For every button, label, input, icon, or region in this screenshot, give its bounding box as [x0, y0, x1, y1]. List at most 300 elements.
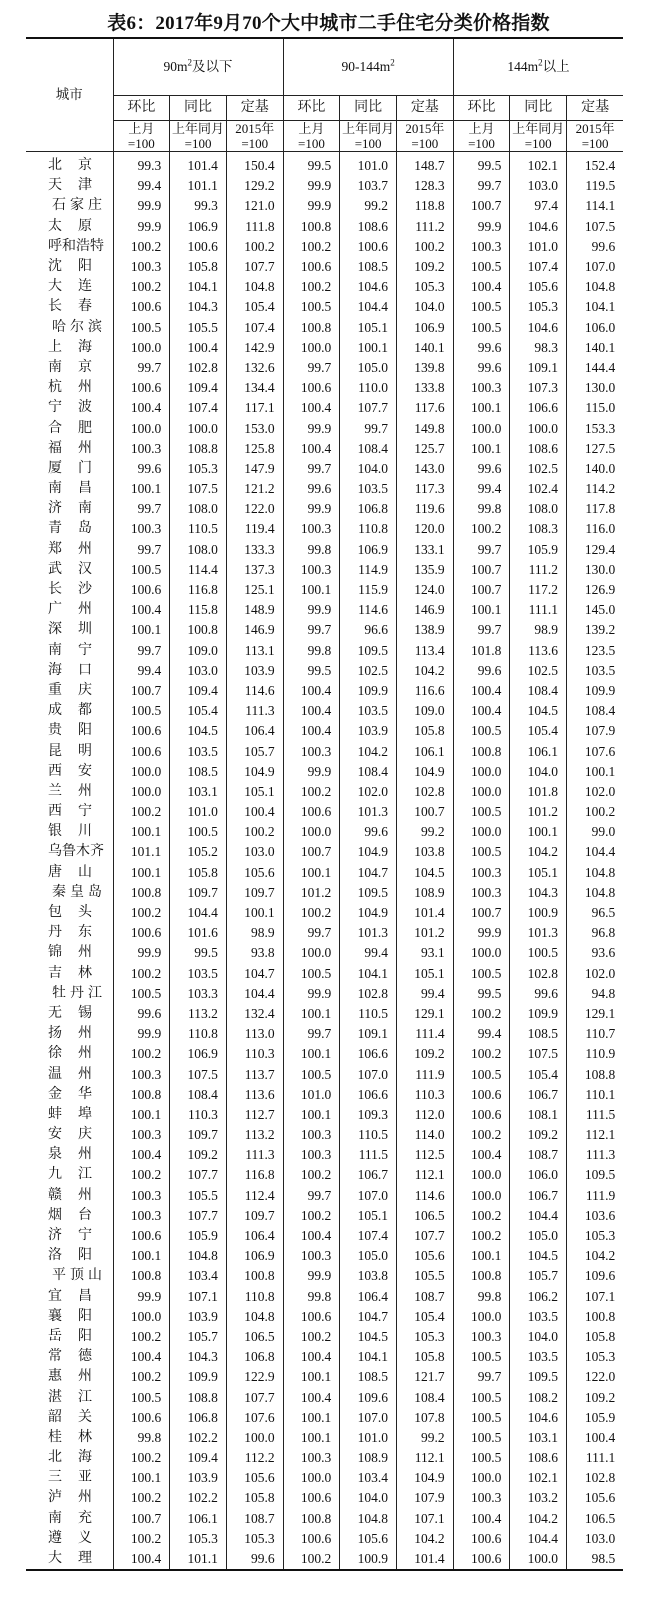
index-value: 100.0	[283, 1468, 340, 1488]
index-value: 100.1	[283, 580, 340, 600]
city-cell	[26, 540, 113, 560]
city-name: 南 充	[48, 1510, 92, 1526]
index-value: 106.5	[226, 1327, 283, 1347]
index-value: 100.2	[283, 1206, 340, 1226]
city-name: 银 川	[48, 824, 92, 840]
index-value: 101.3	[340, 923, 397, 943]
group-suffix: 及以下	[192, 59, 233, 74]
table-row	[26, 600, 623, 620]
index-value: 105.7	[170, 1327, 227, 1347]
table-title: 表6：2017年9月70个大中城市二手住宅分类价格指数	[107, 13, 550, 34]
index-value: 109.6	[567, 1266, 624, 1286]
table-row	[26, 176, 623, 196]
index-value: 112.5	[396, 1145, 453, 1165]
index-value: 99.4	[453, 1024, 510, 1044]
index-value: 143.0	[396, 459, 453, 479]
index-value: 109.2	[170, 1145, 227, 1165]
index-value: 129.1	[567, 1004, 624, 1024]
city-cell	[26, 196, 113, 216]
index-value: 103.9	[226, 661, 283, 681]
index-value: 109.7	[170, 1125, 227, 1145]
index-value: 140.0	[567, 459, 624, 479]
index-value: 109.3	[340, 1105, 397, 1125]
city-cell	[26, 984, 113, 1004]
index-value: 99.4	[113, 661, 170, 681]
index-value: 100.2	[113, 903, 170, 923]
index-value: 101.2	[283, 883, 340, 903]
index-value: 104.7	[340, 863, 397, 883]
index-value: 113.0	[226, 1024, 283, 1044]
index-value: 105.8	[170, 863, 227, 883]
city-name: 吉 林	[48, 965, 92, 981]
index-value: 102.8	[396, 782, 453, 802]
index-value: 100.0	[113, 338, 170, 358]
group-suffix: 以上	[542, 59, 570, 74]
index-value: 104.8	[226, 277, 283, 297]
index-value: 100.1	[283, 1105, 340, 1125]
index-value: 99.5	[283, 152, 340, 177]
index-value: 100.5	[453, 1408, 510, 1428]
table-row	[26, 152, 623, 177]
index-value: 104.0	[396, 297, 453, 317]
index-value: 102.8	[510, 964, 567, 984]
index-value: 99.2	[340, 196, 397, 216]
index-value: 105.4	[170, 701, 227, 721]
index-value: 105.8	[226, 1488, 283, 1508]
table-row	[26, 479, 623, 499]
index-value: 107.8	[396, 1408, 453, 1428]
index-value: 139.8	[396, 358, 453, 378]
index-value: 100.6	[113, 1226, 170, 1246]
index-value: 103.1	[170, 782, 227, 802]
index-value: 107.5	[510, 1044, 567, 1064]
index-value: 104.2	[510, 1509, 567, 1529]
city-name: 西 安	[48, 763, 92, 779]
index-value: 112.1	[567, 1125, 624, 1145]
index-value: 110.7	[567, 1024, 624, 1044]
city-name: 泉 州	[48, 1147, 92, 1163]
table-body	[26, 152, 623, 1571]
index-value: 100.2	[283, 1327, 340, 1347]
index-value: 99.3	[170, 196, 227, 216]
index-value: 109.2	[510, 1125, 567, 1145]
index-value: 105.5	[396, 1266, 453, 1286]
index-value: 106.6	[340, 1085, 397, 1105]
index-value: 107.7	[340, 398, 397, 418]
index-value: 100.0	[113, 1307, 170, 1327]
index-value: 100.3	[113, 1125, 170, 1145]
index-value: 111.2	[396, 217, 453, 237]
index-value: 114.0	[396, 1125, 453, 1145]
index-value: 100.2	[453, 519, 510, 539]
index-value: 105.9	[170, 1226, 227, 1246]
group-header-large	[453, 38, 623, 96]
index-value: 124.0	[396, 580, 453, 600]
index-value: 109.7	[226, 1206, 283, 1226]
index-value: 108.4	[340, 439, 397, 459]
index-value: 100.5	[453, 802, 510, 822]
index-value: 103.9	[170, 1468, 227, 1488]
index-value: 100.0	[453, 1186, 510, 1206]
index-value: 99.9	[283, 196, 340, 216]
index-value: 137.3	[226, 560, 283, 580]
city-cell	[26, 237, 113, 257]
index-value: 134.4	[226, 378, 283, 398]
index-value: 109.4	[170, 1448, 227, 1468]
index-value: 104.0	[340, 459, 397, 479]
index-value: 153.0	[226, 418, 283, 438]
index-value: 109.0	[396, 701, 453, 721]
index-value: 110.3	[396, 1085, 453, 1105]
index-value: 109.9	[340, 681, 397, 701]
city-name: 宜 昌	[48, 1288, 92, 1304]
index-value: 104.3	[170, 297, 227, 317]
index-value: 112.7	[226, 1105, 283, 1125]
index-value: 150.4	[226, 152, 283, 177]
index-value: 123.5	[567, 641, 624, 661]
city-cell	[26, 297, 113, 317]
index-value: 100.0	[453, 1307, 510, 1327]
index-value: 100.4	[283, 701, 340, 721]
city-cell	[26, 378, 113, 398]
table-row	[26, 842, 623, 862]
index-value: 103.5	[340, 479, 397, 499]
index-value: 104.2	[396, 661, 453, 681]
index-value: 114.6	[396, 1186, 453, 1206]
index-value: 113.6	[226, 1085, 283, 1105]
index-value: 99.2	[396, 1428, 453, 1448]
index-value: 105.2	[170, 842, 227, 862]
table-row	[26, 418, 623, 438]
city-name: 福 州	[48, 440, 92, 456]
index-value: 104.1	[567, 297, 624, 317]
city-cell	[26, 923, 113, 943]
index-value: 102.4	[510, 479, 567, 499]
index-value: 103.0	[170, 661, 227, 681]
city-name: 广 州	[48, 602, 92, 618]
index-value: 99.7	[283, 620, 340, 640]
index-value: 108.9	[396, 883, 453, 903]
index-value: 100.0	[113, 762, 170, 782]
index-value: 106.8	[340, 499, 397, 519]
index-value: 100.2	[226, 822, 283, 842]
index-value: 109.0	[170, 641, 227, 661]
unit-year-on-year: 上年同月 =100	[170, 121, 227, 152]
index-value: 104.3	[170, 1347, 227, 1367]
index-value: 100.8	[113, 883, 170, 903]
city-cell	[26, 499, 113, 519]
index-value: 113.6	[510, 641, 567, 661]
index-value: 100.4	[283, 681, 340, 701]
city-name: 重 庆	[48, 682, 92, 698]
index-value: 105.3	[170, 1529, 227, 1549]
index-value: 100.4	[453, 701, 510, 721]
index-value: 139.2	[567, 620, 624, 640]
index-value: 100.4	[170, 338, 227, 358]
table-row	[26, 741, 623, 761]
index-value: 101.3	[340, 802, 397, 822]
index-value: 100.1	[113, 1246, 170, 1266]
index-value: 115.9	[340, 580, 397, 600]
index-value: 111.3	[226, 1145, 283, 1165]
index-value: 105.7	[226, 741, 283, 761]
index-value: 104.0	[340, 1488, 397, 1508]
index-value: 99.5	[283, 661, 340, 681]
city-name: 丹 东	[48, 925, 92, 941]
city-name: 太 原	[48, 218, 92, 234]
index-value: 98.9	[226, 923, 283, 943]
index-value: 100.5	[453, 318, 510, 338]
city-cell	[26, 1408, 113, 1428]
city-cell	[26, 641, 113, 661]
index-value: 107.0	[567, 257, 624, 277]
index-value: 100.2	[113, 277, 170, 297]
index-value: 99.7	[453, 176, 510, 196]
index-value: 100.0	[453, 762, 510, 782]
index-value: 148.9	[226, 600, 283, 620]
table-row	[26, 762, 623, 782]
index-value: 100.2	[283, 903, 340, 923]
index-value: 99.9	[453, 217, 510, 237]
city-name: 合 肥	[48, 420, 92, 436]
index-value: 100.3	[453, 378, 510, 398]
city-cell	[26, 560, 113, 580]
index-value: 105.1	[396, 964, 453, 984]
index-value: 104.9	[340, 903, 397, 923]
index-value: 110.3	[226, 1044, 283, 1064]
index-value: 115.0	[567, 398, 624, 418]
superscript: 2	[538, 57, 543, 68]
index-value: 108.6	[510, 439, 567, 459]
index-value: 105.0	[510, 1226, 567, 1246]
index-value: 99.7	[453, 1367, 510, 1387]
unit-year-on-year: 上年同月 =100	[340, 121, 397, 152]
index-value: 99.7	[283, 923, 340, 943]
city-name: 洛 阳	[48, 1248, 92, 1264]
index-value: 108.5	[170, 762, 227, 782]
index-value: 103.3	[170, 984, 227, 1004]
table-row	[26, 237, 623, 257]
index-value: 100.5	[453, 1428, 510, 1448]
index-value: 99.6	[113, 1004, 170, 1024]
index-value: 146.9	[396, 600, 453, 620]
index-value: 129.1	[396, 1004, 453, 1024]
city-cell	[26, 1549, 113, 1570]
city-cell	[26, 318, 113, 338]
index-value: 108.8	[170, 1387, 227, 1407]
city-cell	[26, 1367, 113, 1387]
index-value: 104.5	[510, 701, 567, 721]
index-value: 100.1	[453, 1246, 510, 1266]
index-value: 99.4	[396, 984, 453, 1004]
table-row	[26, 257, 623, 277]
index-value: 100.1	[510, 822, 567, 842]
index-value: 100.5	[453, 1448, 510, 1468]
index-value: 112.1	[396, 1165, 453, 1185]
city-cell	[26, 479, 113, 499]
index-value: 100.0	[283, 943, 340, 963]
index-value: 100.2	[453, 1226, 510, 1246]
group-header-small	[113, 38, 283, 96]
city-name: 长 春	[48, 299, 92, 315]
index-value: 105.3	[170, 459, 227, 479]
index-value: 103.5	[510, 1307, 567, 1327]
index-value: 140.1	[567, 338, 624, 358]
table-row	[26, 701, 623, 721]
index-value: 100.1	[113, 1468, 170, 1488]
index-value: 110.8	[226, 1287, 283, 1307]
index-value: 93.6	[567, 943, 624, 963]
index-value: 107.7	[396, 1226, 453, 1246]
city-name: 泸 州	[48, 1490, 92, 1506]
index-value: 104.3	[510, 883, 567, 903]
index-value: 117.1	[226, 398, 283, 418]
city-name: 贵 阳	[48, 723, 92, 739]
city-name: 哈尔滨	[52, 319, 106, 335]
city-name: 烟 台	[48, 1207, 92, 1223]
unit-month-on-month: 上月 =100	[453, 121, 510, 152]
index-value: 106.9	[226, 1246, 283, 1266]
index-value: 106.6	[510, 398, 567, 418]
index-value: 105.3	[510, 297, 567, 317]
index-value: 100.8	[567, 1307, 624, 1327]
index-value: 104.8	[170, 1246, 227, 1266]
index-value: 98.3	[510, 338, 567, 358]
index-value: 100.0	[453, 1468, 510, 1488]
index-value: 112.1	[396, 1448, 453, 1468]
index-value: 103.6	[567, 1206, 624, 1226]
table-row	[26, 358, 623, 378]
index-value: 104.5	[510, 1246, 567, 1266]
index-value: 103.9	[170, 1307, 227, 1327]
index-value: 100.5	[283, 297, 340, 317]
city-cell	[26, 1468, 113, 1488]
city-cell	[26, 1347, 113, 1367]
index-value: 109.1	[510, 358, 567, 378]
table-row	[26, 459, 623, 479]
index-value: 100.1	[113, 620, 170, 640]
index-value: 103.7	[340, 176, 397, 196]
index-value: 119.6	[396, 499, 453, 519]
index-value: 101.8	[510, 782, 567, 802]
index-value: 100.6	[453, 1105, 510, 1125]
unit-fixed-base: 2015年 =100	[396, 121, 453, 152]
index-value: 104.1	[340, 964, 397, 984]
index-value: 107.7	[170, 1165, 227, 1185]
city-cell	[26, 762, 113, 782]
index-value: 99.9	[283, 984, 340, 1004]
index-value: 104.8	[340, 1509, 397, 1529]
city-cell	[26, 338, 113, 358]
index-value: 100.4	[113, 1347, 170, 1367]
city-cell	[26, 903, 113, 923]
index-value: 100.6	[283, 1307, 340, 1327]
city-name: 南 京	[48, 359, 92, 375]
index-value: 105.5	[170, 1186, 227, 1206]
index-value: 100.0	[510, 1549, 567, 1570]
index-value: 100.3	[453, 863, 510, 883]
index-value: 102.8	[170, 358, 227, 378]
index-value: 114.6	[226, 681, 283, 701]
index-value: 100.7	[453, 580, 510, 600]
index-value: 100.5	[113, 560, 170, 580]
index-value: 100.0	[510, 418, 567, 438]
index-value: 101.4	[396, 903, 453, 923]
index-value: 96.6	[340, 620, 397, 640]
index-value: 99.9	[283, 762, 340, 782]
index-value: 108.4	[170, 1085, 227, 1105]
index-value: 99.7	[453, 540, 510, 560]
index-value: 102.2	[170, 1488, 227, 1508]
index-value: 101.0	[510, 237, 567, 257]
index-value: 119.5	[567, 176, 624, 196]
index-value: 105.6	[226, 1468, 283, 1488]
index-value: 106.8	[170, 1408, 227, 1428]
index-value: 111.3	[567, 1145, 624, 1165]
index-value: 100.4	[113, 600, 170, 620]
index-value: 100.5	[113, 318, 170, 338]
city-name: 包 头	[48, 905, 92, 921]
city-cell	[26, 1226, 113, 1246]
index-value: 138.9	[396, 620, 453, 640]
index-value: 105.4	[510, 1064, 567, 1084]
index-value: 99.8	[283, 1287, 340, 1307]
index-value: 109.9	[170, 1367, 227, 1387]
index-value: 106.5	[396, 1206, 453, 1226]
index-value: 100.8	[170, 620, 227, 640]
index-value: 107.4	[510, 257, 567, 277]
table-row	[26, 1024, 623, 1044]
index-value: 105.3	[567, 1226, 624, 1246]
index-value: 99.7	[113, 499, 170, 519]
city-name: 秦皇岛	[52, 884, 106, 900]
city-cell	[26, 681, 113, 701]
index-value: 100.6	[283, 802, 340, 822]
table-row	[26, 1307, 623, 1327]
city-cell	[26, 701, 113, 721]
index-value: 99.6	[340, 822, 397, 842]
index-value: 126.9	[567, 580, 624, 600]
index-value: 100.1	[453, 600, 510, 620]
index-value: 107.0	[340, 1064, 397, 1084]
group-label: 144m	[507, 59, 539, 74]
index-value: 102.1	[510, 152, 567, 177]
table-row	[26, 277, 623, 297]
index-value: 100.7	[283, 842, 340, 862]
table-row	[26, 883, 623, 903]
index-value: 117.3	[396, 479, 453, 499]
index-value: 99.8	[453, 1287, 510, 1307]
city-name: 锦 州	[48, 945, 92, 961]
city-cell	[26, 943, 113, 963]
city-name: 济 南	[48, 501, 92, 517]
subheader-fixed-base: 定基	[567, 96, 624, 121]
index-value: 100.8	[283, 318, 340, 338]
superscript: 2	[187, 57, 193, 68]
index-value: 100.6	[113, 721, 170, 741]
city-column-header: 城市	[26, 38, 113, 152]
index-value: 100.4	[113, 398, 170, 418]
index-value: 105.9	[567, 1408, 624, 1428]
subheader-year-on-year: 同比	[510, 96, 567, 121]
index-value: 100.0	[283, 338, 340, 358]
index-value: 99.6	[226, 1549, 283, 1570]
index-value: 102.8	[340, 984, 397, 1004]
index-value: 100.8	[453, 741, 510, 761]
subheader-year-on-year: 同比	[340, 96, 397, 121]
table-row	[26, 1529, 623, 1549]
index-value: 100.9	[510, 903, 567, 923]
